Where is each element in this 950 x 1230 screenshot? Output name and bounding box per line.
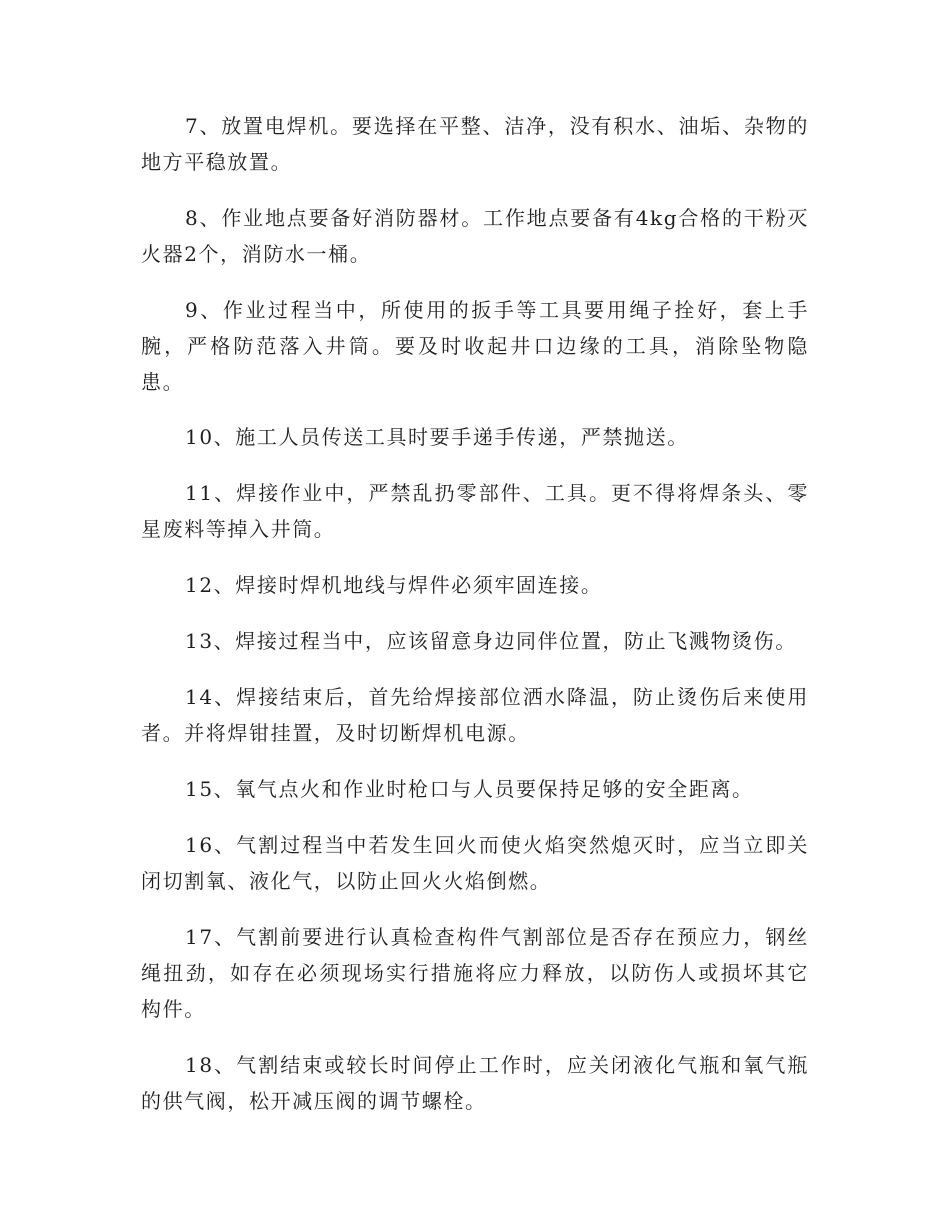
paragraph-14: 14、焊接结束后，首先给焊接部位洒水降温，防止烫伤后来使用者。并将焊钳挂置，及时切断焊机电源。 (141, 685, 809, 745)
paragraph-18: 18、气割结束或较长时间停止工作时，应关闭液化气瓶和氧气瓶的供气阀，松开减压阀的调节螺栓。 (141, 1053, 809, 1113)
paragraph-7: 7、放置电焊机。要选择在平整、洁净，没有积水、油垢、杂物的地方平稳放置。 (141, 114, 809, 174)
paragraph-10: 10、施工人员传送工具时要手递手传递，严禁抛送。 (185, 425, 689, 449)
paragraph-15: 15、氧气点火和作业时枪口与人员要保持足够的安全距离。 (185, 777, 754, 801)
paragraph-16: 16、气割过程当中若发生回火而使火焰突然熄灭时，应当立即关闭切割氧、液化气，以防止回火火焰倒燃。 (141, 833, 809, 893)
paragraph-8: 8、作业地点要备好消防器材。工作地点要备有4kg合格的干粉灭火器2个，消防水一桶。 (141, 206, 809, 266)
paragraph-12: 12、焊接时焊机地线与焊件必须牢固连接。 (185, 573, 603, 597)
paragraph-17: 17、气割前要进行认真检查构件气割部位是否存在预应力，钢丝绳扭劲，如存在必须现场实行措施将应力释放，以防伤人或损坏其它构件。 (141, 925, 809, 1021)
paragraph-13: 13、焊接过程当中，应该留意身边同伴位置，防止飞溅物烫伤。 (185, 629, 797, 653)
paragraph-11: 11、焊接作业中，严禁乱扔零部件、工具。更不得将焊条头、零星废料等掉入井筒。 (141, 481, 809, 541)
paragraph-9: 9、作业过程当中，所使用的扳手等工具要用绳子拴好，套上手腕，严格防范落入井筒。要及时收起井口边缘的工具，消除坠物隐患。 (141, 298, 809, 394)
document-body (141, 108, 809, 1139)
